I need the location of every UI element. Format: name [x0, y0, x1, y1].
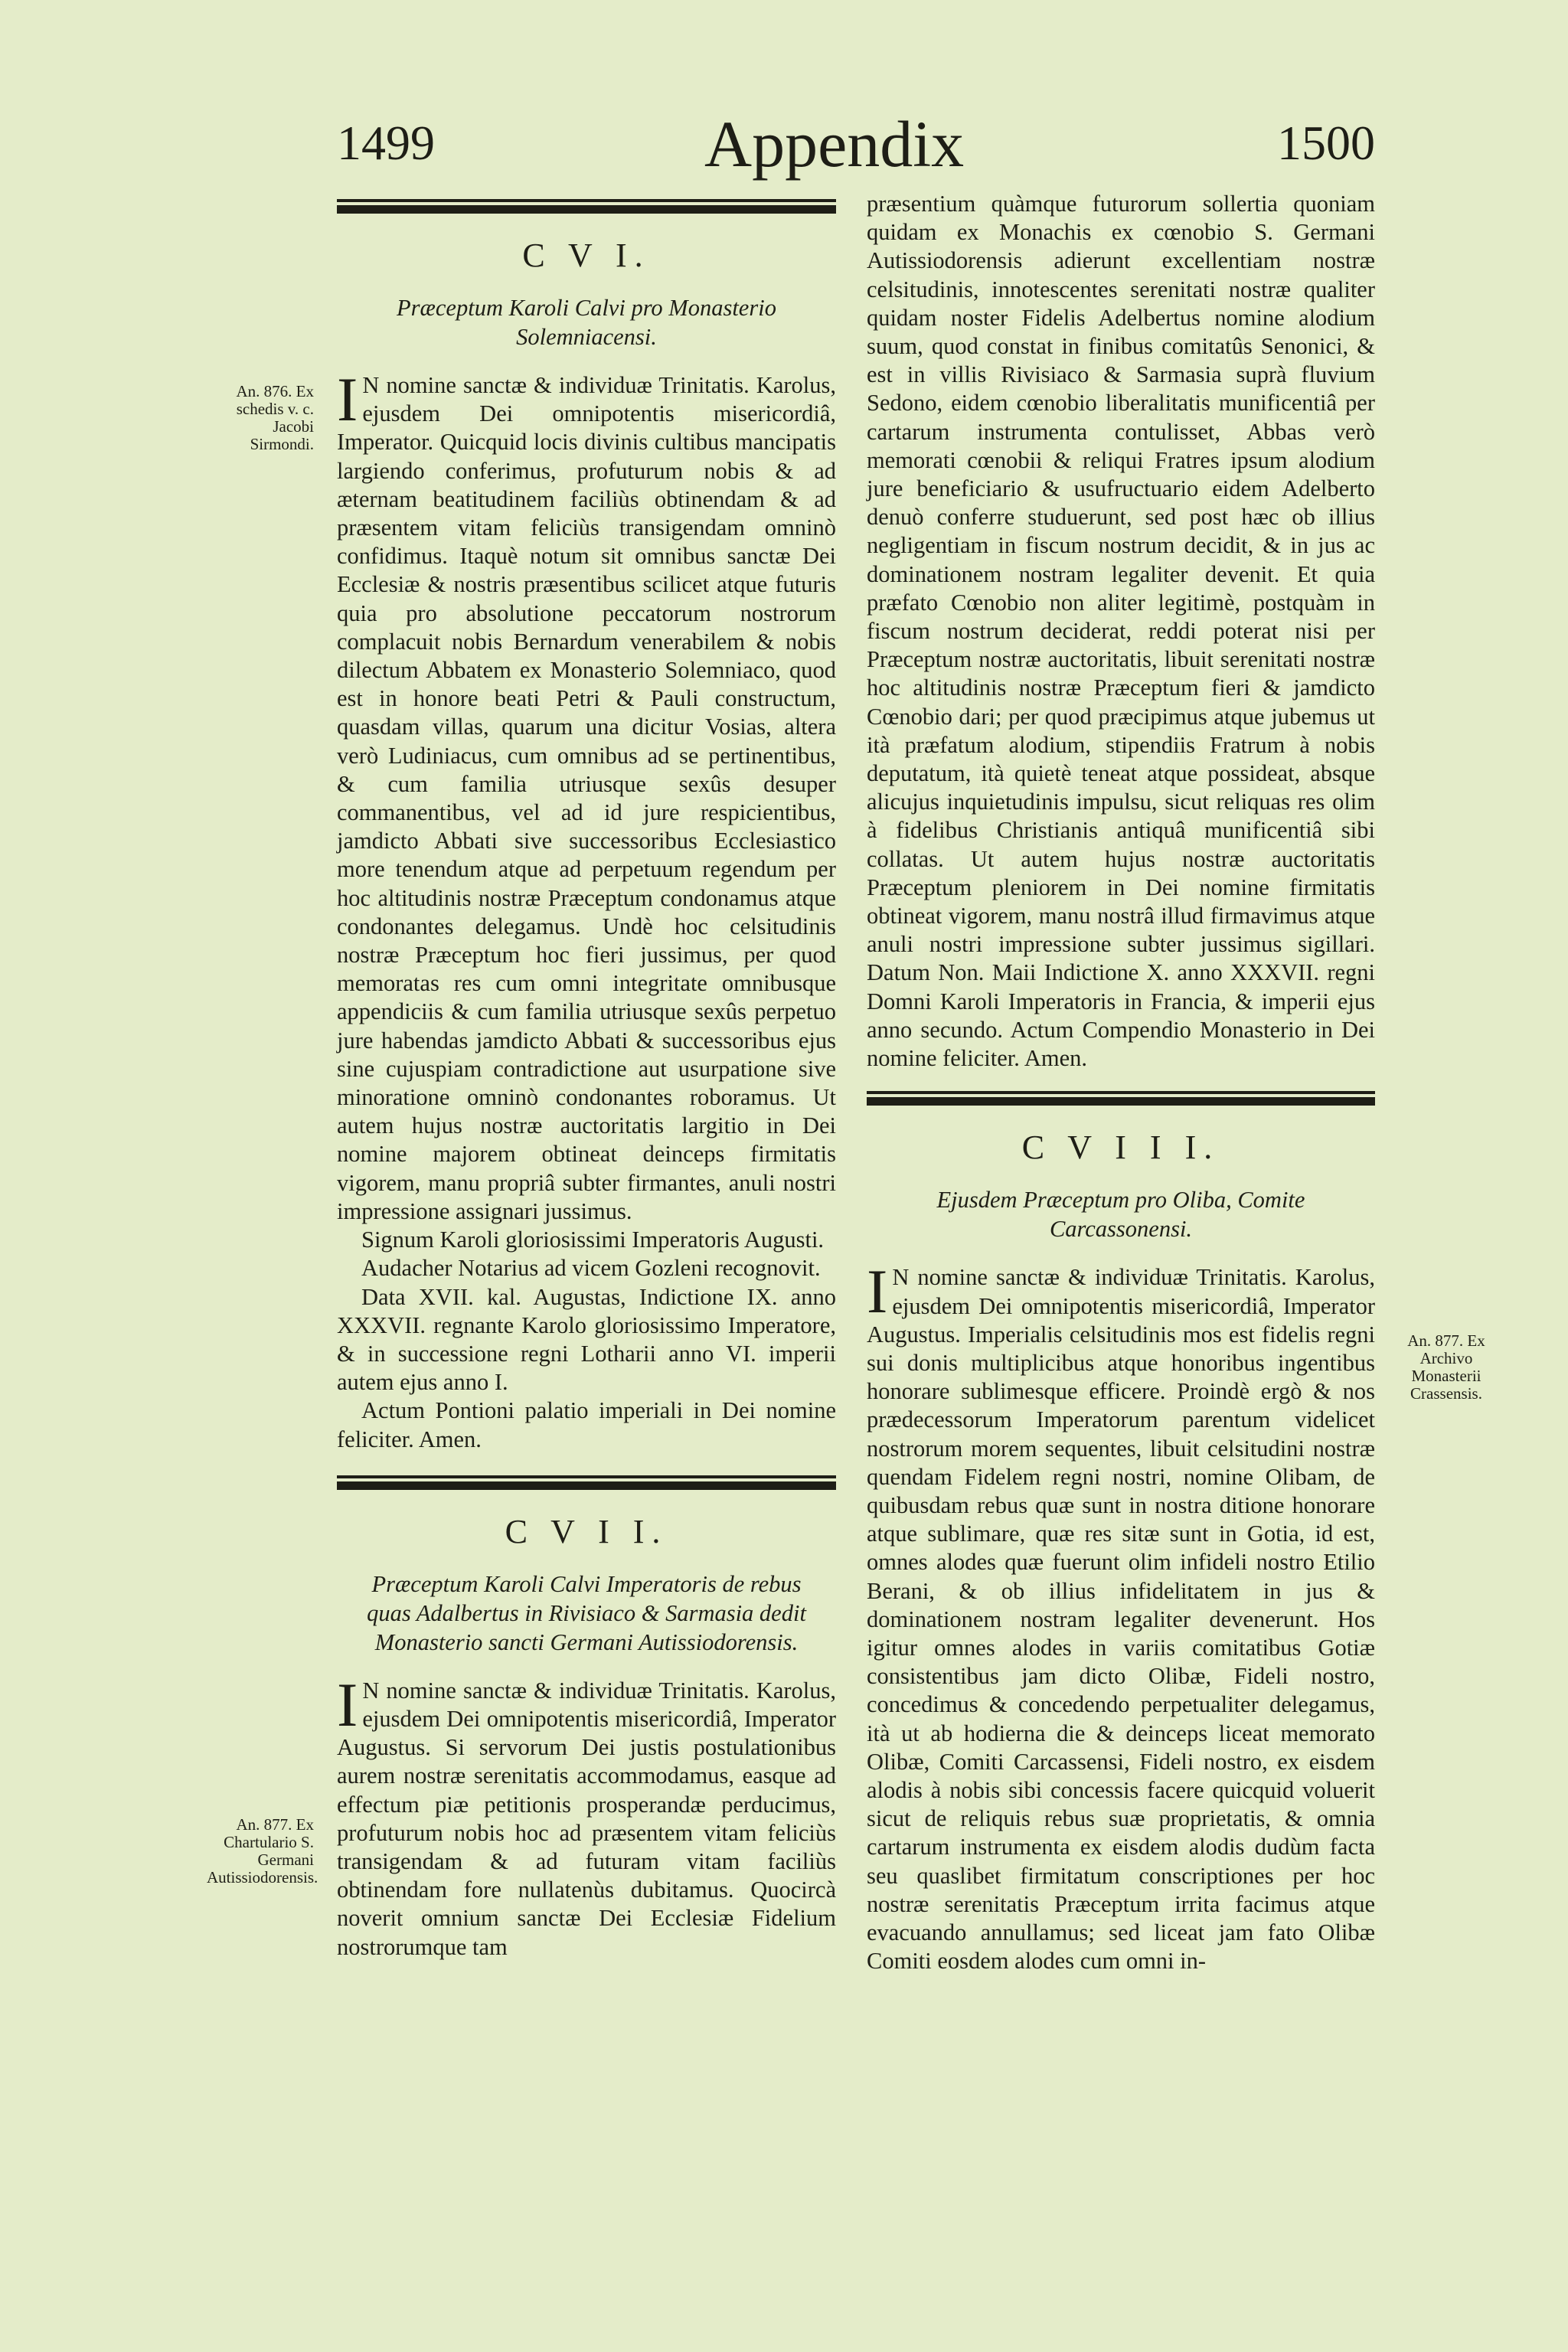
running-title: Appendix: [704, 107, 965, 181]
drop-cap: I: [337, 364, 358, 434]
section-number-cvii: C V I I.: [505, 1512, 668, 1550]
section-title-cvi: Præceptum Karoli Calvi pro Monasterio Solemniacensi.: [397, 295, 776, 350]
body-text-continued: præsentium quàmque futurorum sollertia quoniam quidam ex Monachis ex cœnobio S. Germani Autissiodorensis adierunt excellentiam nostræ celsitudinis, innotescentes serenitati nostræ qualiter quidam noster Fidelis Adelbertus nomine alodium suum, quod constat in finibus comitatûs Senonici, & est in villis Rivisiaco & Sarmasia suprà fluvium Sedono, eidem cœnobio liberalitatis munificentiâ per cartarum instrumenta contulisset, Abbas verò memorati cœnobii & reliqui Fratres ipsum alodium jure beneficiario & usufructuario eidem Adelberto denuò conferre studuerunt, sed post hæc ob illius negligentiam in fiscum nostrum decidit, & in jus ac dominationem nostram legaliter devenit. Et quia præfato Cœnobio non aliter legitimè, postquàm in fiscum nostrum deciderat, reddi poterat nisi per Præceptum nostræ auctoritatis, libuit serenitati nostræ hoc altitudinis nostræ Præceptum fieri & jamdicto Cœnobio dari; per quod præcipimus atque jubemus ut ità præfatum alodium, stipendiis Fratrum à nobis deputatum, ità quietè teneat atque possideat, absque alicujus inquietudinis impulsu, sicut reliquas res olim à fidelibus Christianis antiquâ munificentiâ sibi collatas. Ut autem hujus nostræ auctoritatis Præceptum pleniorem in Dei nomine firmitatis obtineat vigorem, manu nostrâ illud firmavimus atque anuli nostri impressione subter jussimus sigillari. Datum Non. Maii Indictione X. anno XXXVII. regni Domni Karoli Imperatoris in Francia, & imperii ejus anno secundo. Actum Compendio Monasterio in Dei nomine feliciter. Amen.: [867, 191, 1375, 1072]
section-rule: [337, 199, 836, 214]
page-number-right: 1500: [1277, 116, 1375, 170]
section-title-cvii: Præceptum Karoli Calvi Imperatoris de rebus quas Adalbertus in Rivisiaco & Sarmasia dedit Monasterio sancti Germani Autissiodorensis.: [367, 1570, 806, 1655]
section-number-cviii: C V I I I.: [1021, 1129, 1220, 1167]
body-text: N nomine sanctæ & individuæ Trinitatis. Karolus, ejusdem Dei omnipotentis misericordiâ, Imperator. Quicquid locis divinis cultibus mancipatis largiendo conferimus, profuturum nobis & ad æternam beatitudinem faciliùs obtinendam & ad præsentem vitam feliciùs transigendam omninò confidimus. Itaquè notum sit omnibus sanctæ Dei Ecclesiæ & nostris præsentibus scilicet atque futuris quia pro absolutione peccatorum nostrorum complacuit nobis Bernardum venerabilem & nobis dilectum Abbatem ex Monasterio Solemniaco, quod est in honore beati Petri & Pauli constructum, quasdam villas, quarum una dicitur Vosias, altera verò Ludiniacus, cum omnibus ad se pertinentibus, & cum familia utriusque sexûs desuper commanentibus, vel ad id jure respicientibus, jamdicto Abbati sive successoribus Ecclesiastico more tenendum atque ad perpetuum regendum per hoc altitudinis nostræ Præceptum condonamus atque condonantes delegamus. Undè hoc celsitudinis nostræ Præceptum hoc fieri jussimus, per quod memoratas res cum omni integritate omnibusque appendiciis & cum familia utriusque sexûs perpetuo jure habendas jamdicto Abbati & successoribus ejus sine cujuspiam contradictione aut usurpatione sive minoratione omninò condonantes roboramus. Ut autem hujus nostræ auctoritatis largitio in Dei nomine majorem obtineat deinceps firmitatis vigorem, manu propriâ subter firmantes, anuli nostri impressione assignari jussimus.: [337, 372, 836, 1224]
drop-cap: I: [337, 1669, 358, 1740]
body-text: N nomine sanctæ & individuæ Trinitatis. Karolus, ejusdem Dei omnipotentis misericordiâ, Imperator Augustus. Imperialis celsitudinis mos est fidelis regni sui donis multiplicibus atque honoribus ingentibus honorare sublimesque efficere. Proindè ergò & nos prædecessorum Imperatorum parentum videlicet nostrorum morem sequentes, libuit celsitudini nostræ quendam Fidelem regni nostri, nomine Olibam, de quibusdam rebus quæ sunt in nostra ditione honorare atque sublimare, quæ res sitæ sunt in Gotia, id est, omnes alodes quæ fuerunt olim infideli nostro Etilio Berani, & ob illius infidelitatem in jus & dominationem nostram legaliter devenerunt. Hos igitur omnes alodes in variis comitatibus Gotiæ consistentibus jam dicto Olibæ, Fideli nostro, concedimus & concedendo perpetualiter delegamus, ità ut ab hodierna die & deinceps liceat memorato Olibæ, Comiti Carcassensi, Fideli nostro, ex eisdem alodis à nobis sibi concessis facere quicquid voluerit sicut de reliquis rebus suæ proprietatis, & omnia cartarum instrumenta ex eisdem alodis dudùm facta seu quaslibet firmitatum conscriptiones per hoc nostræ serenitatis Præceptum irrita facimus atque evacuando annullamus; sed liceat jam fato Olibæ Comiti eosdem alodes cum omni in-: [867, 1264, 1375, 1975]
date-line: Data XVII. kal. Augustas, Indictione IX. anno XXXVII. regnante Karolo gloriosissimo Imperatore, & in successione regni Lotharii anno VI. imperii autem ejus anno I.: [337, 1283, 836, 1396]
actum-line: Actum Pontioni palatio imperiali in Dei nomine feliciter. Amen.: [337, 1397, 836, 1452]
section-title-cviii: Ejusdem Præceptum pro Oliba, Comite Carcassonensi.: [936, 1187, 1305, 1243]
section-number-cvi: C V I.: [522, 237, 651, 274]
section-body-cvii: [337, 1669, 836, 1962]
margin-note-cvi: An. 876. Ex schedis v. c. Jacobi Sirmondi.: [236, 382, 314, 453]
page-number-left: 1499: [337, 116, 435, 170]
section-body-cvi: [337, 364, 836, 1226]
section-rule: [337, 1475, 836, 1490]
margin-note-cviii: An. 877. Ex Archivo Monasterii Crassensis.: [1407, 1331, 1485, 1403]
body-text: N nomine sanctæ & individuæ Trinitatis. Karolus, ejusdem Dei omnipotentis misericordiâ, Imperator Augustus. Si servorum Dei justis postulationibus aurem nostræ serenitatis accommodamus, easque ad effectum piæ petitionis prosperandæ perducimus, profuturum nobis hoc ad præsentem vitam feliciùs transigendam & ad futuram vitam faciliùs obtinendam fore nullatenùs dubitamus. Quocircà noverit omnium sanctæ Dei Ecclesiæ Fidelium nostrorumque tam: [337, 1677, 836, 1960]
right-column: [867, 190, 1375, 1975]
margin-note-cvii: An. 877. Ex Chartulario S. Germani Autissiodorensis.: [207, 1815, 318, 1886]
drop-cap: I: [867, 1256, 888, 1327]
left-column: [337, 193, 836, 1962]
section-body-cviii: [867, 1256, 1375, 1975]
notary-line: Audacher Notarius ad vicem Gozleni recognovit.: [361, 1255, 821, 1282]
section-rule: [867, 1091, 1375, 1106]
signum-line: Signum Karoli gloriosissimi Imperatoris Augusti.: [361, 1227, 825, 1253]
